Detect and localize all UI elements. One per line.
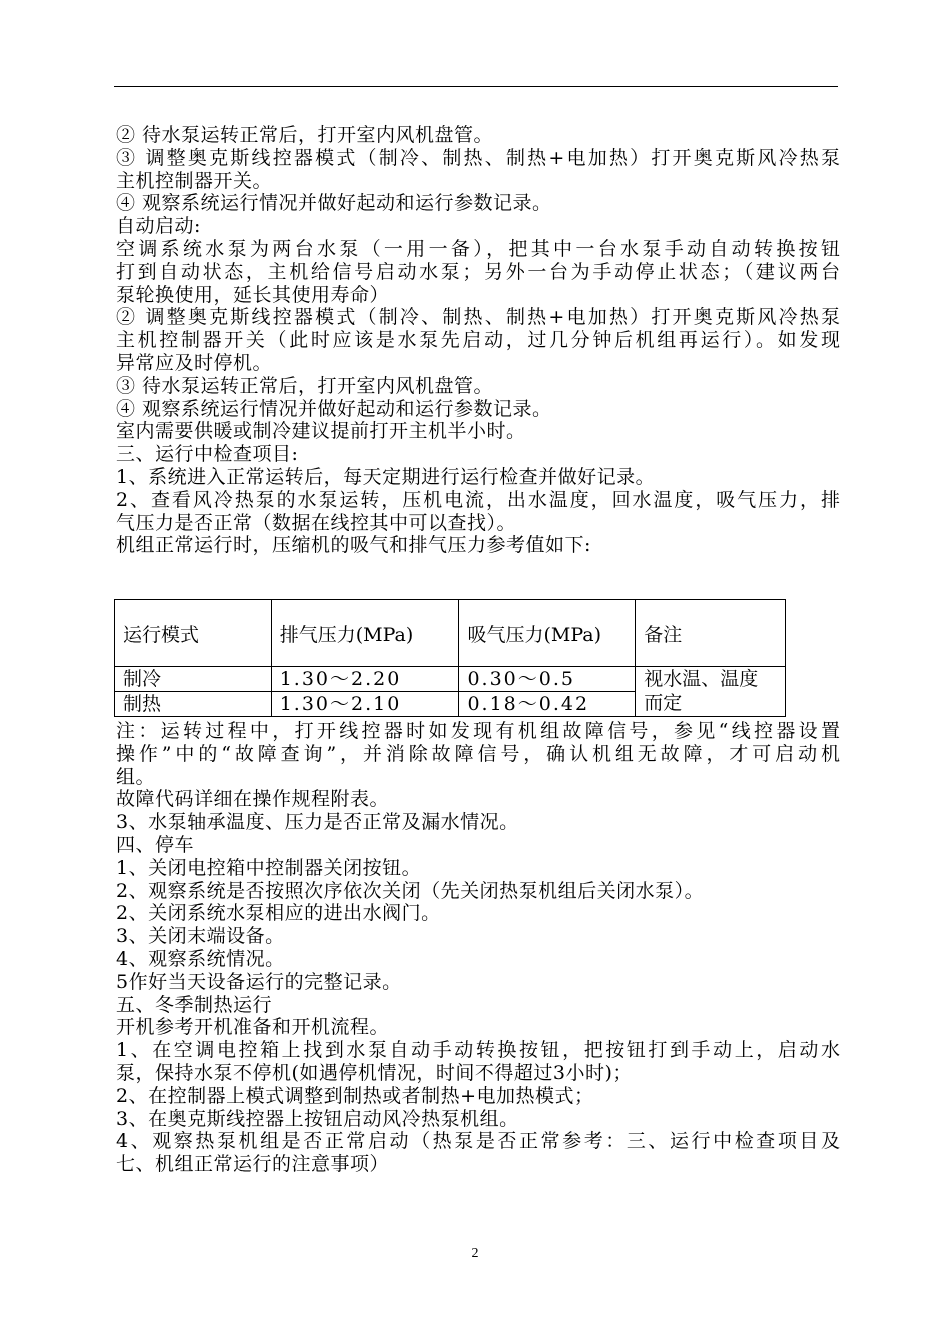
text-line: 5作好当天设备运行的完整记录。 xyxy=(116,970,402,993)
text-line: 1、关闭电控箱中控制器关闭按钮。 xyxy=(116,856,422,879)
table-cell-suction: 0.18～0.42 xyxy=(459,692,636,717)
page-number: 2 xyxy=(471,1246,479,1261)
text-line: 4、观察热泵机组是否正常启动（热泵是否正常参考：三、运行中检查项目及 xyxy=(116,1130,840,1153)
text-line: 主机控制器开关（此时应该是水泵先启动，过几分钟后机组再运行）。如发现 xyxy=(116,329,840,352)
text-line: 七、机组正常运行的注意事项） xyxy=(116,1153,390,1176)
pressure-reference-table xyxy=(114,599,786,717)
text-line: ② 待水泵运转正常后，打开室内风机盘管。 xyxy=(116,124,494,146)
header-rule xyxy=(114,86,838,87)
text-line: 1、系统进入正常运转后，每天定期进行运行检查并做好记录。 xyxy=(116,465,656,488)
text-line: 室内需要供暖或制冷建议提前打开主机半小时。 xyxy=(116,420,526,443)
note-line: 而定 xyxy=(644,692,683,714)
text-line: 4、观察系统情况。 xyxy=(116,947,285,970)
table-header-cell: 排气压力(MPa) xyxy=(271,600,459,667)
text-line: 3、水泵轴承温度、压力是否正常及漏水情况。 xyxy=(116,811,519,834)
text-line: 机组正常运行时，压缩机的吸气和排气压力参考值如下: xyxy=(116,534,591,557)
table-cell-suction: 0.30～0.5 xyxy=(459,667,636,692)
table-cell-note xyxy=(636,667,786,717)
text-line: 自动启动: xyxy=(116,215,201,238)
text-line: 开机参考开机准备和开机流程。 xyxy=(116,1016,390,1039)
text-line: ③ 调整奥克斯线控器模式（制冷、制热、制热+电加热）打开奥克斯风冷热泵 xyxy=(116,146,840,169)
text-line: 气压力是否正常（数据在线控其中可以查找）。 xyxy=(116,511,517,534)
table-header-cell: 备注 xyxy=(636,600,786,667)
body-text-bottom xyxy=(116,720,840,1176)
text-line: 注：运转过程中，打开线控器时如发现有机组故障信号，参见“线控器设置 xyxy=(116,720,840,742)
text-line: 主机控制器开关。 xyxy=(116,169,273,192)
text-line: 空调系统水泵为两台水泵（一用一备），把其中一台水泵手动自动转换按钮 xyxy=(116,237,840,260)
table-cell-mode: 制冷 xyxy=(115,667,272,692)
table-header-row xyxy=(115,600,786,667)
table-cell-discharge: 1.30～2.20 xyxy=(271,667,459,692)
section-heading: 五、冬季制热运行 xyxy=(116,993,273,1016)
table-header-cell: 运行模式 xyxy=(115,600,272,667)
text-line: 2、关闭系统水泵相应的进出水阀门。 xyxy=(116,902,441,925)
section-heading: 四、停车 xyxy=(116,833,195,856)
text-line: 2、观察系统是否按照次序依次关闭（先关闭热泵机组后关闭水泵）。 xyxy=(116,879,705,902)
table-cell-mode: 制热 xyxy=(115,692,272,717)
section-heading: 三、运行中检查项目: xyxy=(116,443,299,466)
table-cell-discharge: 1.30～2.10 xyxy=(271,692,459,717)
table-row xyxy=(115,667,786,692)
text-line: 3、关闭末端设备。 xyxy=(116,925,285,948)
text-line: ④ 观察系统运行情况并做好起动和运行参数记录。 xyxy=(116,397,552,420)
text-line: ④ 观察系统运行情况并做好起动和运行参数记录。 xyxy=(116,192,552,215)
note-line: 视水温、温度 xyxy=(644,668,759,690)
text-line: 泵轮换使用，延长其使用寿命） xyxy=(116,283,390,306)
text-line: 操作”中的“故障查询”，并消除故障信号，确认机组无故障，才可启动机 xyxy=(116,742,840,765)
table-header-cell: 吸气压力(MPa) xyxy=(459,600,636,667)
text-line: ③ 待水泵运转正常后，打开室内风机盘管。 xyxy=(116,374,494,397)
text-line: 1、在空调电控箱上找到水泵自动手动转换按钮，把按钮打到手动上，启动水 xyxy=(116,1039,840,1062)
body-text-top xyxy=(116,124,840,557)
text-line: 2、在控制器上模式调整到制热或者制热+电加热模式； xyxy=(116,1084,594,1107)
text-line: 异常应及时停机。 xyxy=(116,351,273,374)
text-line: ② 调整奥克斯线控器模式（制冷、制热、制热+电加热）打开奥克斯风冷热泵 xyxy=(116,306,840,329)
text-line: 2、查看风冷热泵的水泵运转，压机电流，出水温度，回水温度，吸气压力，排 xyxy=(116,488,840,511)
text-line: 3、在奥克斯线控器上按钮启动风冷热泵机组。 xyxy=(116,1107,519,1130)
text-line: 故障代码详细在操作规程附表。 xyxy=(116,788,390,811)
text-line: 打到自动状态，主机给信号启动水泵；另外一台为手动停止状态；（建议两台 xyxy=(116,260,840,283)
text-line: 组。 xyxy=(116,765,156,788)
text-line: 泵，保持水泵不停机(如遇停机情况，时间不得超过3小时)； xyxy=(116,1061,632,1084)
